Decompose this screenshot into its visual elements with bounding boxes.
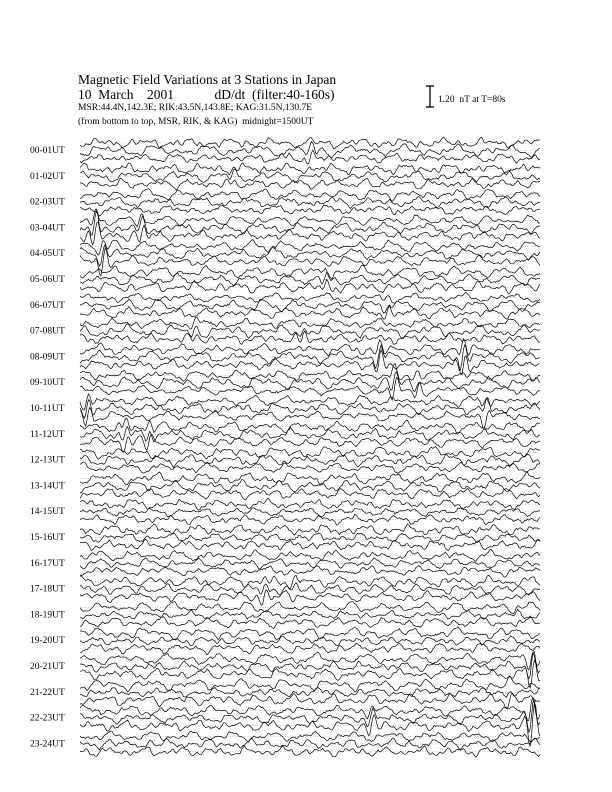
trace-kag [80, 209, 540, 227]
trace-kag [80, 265, 540, 281]
hour-label: 07-08UT [30, 326, 65, 337]
hour-label: 08-09UT [30, 352, 65, 363]
trace-rik [80, 701, 540, 733]
hour-label: 09-10UT [30, 378, 65, 389]
trace-msr [80, 539, 540, 551]
trace-kag [80, 317, 540, 329]
scale-bar [426, 86, 434, 107]
hour-label: 20-21UT [30, 662, 65, 672]
hour-label: 15-16UT [30, 533, 65, 543]
hour-label: 13-14UT [30, 481, 65, 492]
chart-subtitle: 10 March 2001 dD/dt (filter:40-160s) [78, 87, 335, 102]
trace-msr [80, 514, 540, 525]
trace-msr [80, 350, 540, 375]
trace-msr [80, 693, 540, 709]
trace-msr [80, 643, 540, 655]
hour-label: 06-07UT [30, 300, 65, 311]
trace-kag [80, 339, 540, 356]
trace-rik [80, 636, 540, 646]
hour-label: 00-01UT [30, 146, 65, 156]
trace-msr [80, 205, 540, 216]
hour-label: 14-15UT [30, 507, 65, 518]
hour-label: 21-22UT [30, 687, 65, 698]
trace-msr [80, 150, 540, 164]
chart-title: Magnetic Field Variations at 3 Stations in Japan [78, 72, 337, 87]
hour-label: 12-13UT [30, 455, 65, 466]
trace-rik [80, 609, 540, 619]
hour-label: 05-06UT [30, 275, 65, 285]
trace-kag [80, 676, 540, 692]
hour-label: 19-20UT [30, 636, 65, 647]
scale-bar-label: 1.20 nT at T=80s [438, 95, 506, 105]
station-coordinates: MSR:44.4N,142.3E; RIK:43.5N,143.8E; KAG:31.5N,130.7E [78, 103, 313, 113]
trace-msr [80, 566, 540, 578]
trace-kag [80, 602, 540, 614]
trace-kag [80, 524, 540, 535]
trace-msr [80, 590, 540, 605]
hour-label: 01-02UT [30, 171, 65, 182]
trace-rik [80, 508, 540, 517]
trace-rik [80, 299, 540, 313]
hour-label: 18-19UT [30, 610, 65, 621]
hour-label: 04-05UT [30, 249, 65, 260]
station-order-note: (from bottom to top, MSR, RIK, & KAG) midnight=1500UT [78, 117, 314, 127]
trace-rik [80, 142, 540, 158]
hour-label: 11-12UT [30, 429, 65, 440]
hour-label: 17-18UT [30, 584, 65, 595]
trace-kag [80, 550, 540, 562]
hour-label: 22-23UT [30, 713, 65, 724]
trace-msr [80, 407, 540, 428]
hour-label: 23-24UT [30, 739, 65, 750]
trace-msr [80, 488, 540, 500]
trace-rik [80, 197, 540, 209]
trace-kag [80, 189, 540, 202]
hour-label: 02-03UT [30, 197, 65, 208]
hour-label: 16-17UT [30, 558, 65, 569]
hour-label: 03-04UT [30, 223, 65, 234]
trace-msr [80, 279, 540, 294]
hour-label: 10-11UT [30, 404, 65, 414]
trace-kag [80, 363, 540, 381]
